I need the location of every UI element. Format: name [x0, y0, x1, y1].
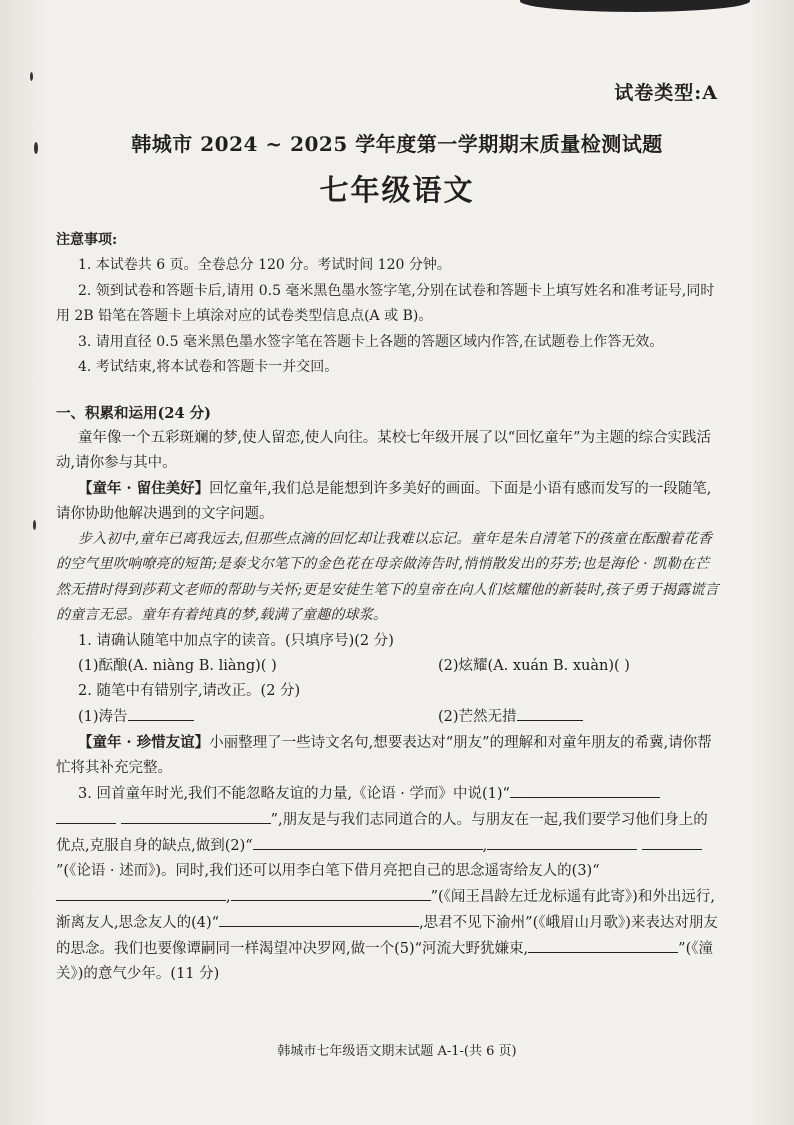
part1-text: 回忆童年,我们总是能想到许多美好的画面。下面是小语有感而发写的一段随笔,请你协助他解决遇到的文字问题。 [56, 480, 712, 522]
part1-paragraph [56, 476, 720, 527]
note-item: 2. 领到试卷和答题卡后,请用 0.5 毫米黑色墨水签字笔,分别在试卷和答题卡上填写姓名和准考证号,同时用 2B 铅笔在答题卡上填涂对应的试卷类型信息点(A 或 B)。 [56, 282, 715, 324]
answer-blank[interactable] [219, 910, 419, 927]
question-2-b-wrap [438, 704, 583, 730]
q3-segment: , [482, 837, 488, 854]
question-2-items [56, 704, 720, 730]
question-2-stem: 2. 随笔中有错别字,请改正。(2 分) [78, 682, 301, 699]
exam-title: 韩城市 2024 ~ 2025 学年度第一学期期末质量检测试题 [131, 132, 663, 156]
scan-mark [33, 520, 36, 530]
question-1-b: (2)炫耀(A. xuán B. xuàn)( ) [438, 657, 630, 674]
answer-blank[interactable] [231, 884, 431, 901]
scan-shadow [520, 0, 750, 12]
question-1-a: (1)酝酿(A. niàng B. liàng)( ) [78, 657, 277, 674]
part2-tag: 【童年 · 珍惜友谊】 [78, 733, 210, 751]
note-item: 4. 考试结束,将本试卷和答题卡一并交回。 [78, 359, 339, 375]
q3-segment: ”(《论语 · 述而》)。同时,我们还可以用李白笔下借月亮把自己的思念遥寄给友人的(3)“ [56, 862, 600, 879]
q3-segment: , [226, 888, 231, 905]
answer-blank[interactable] [56, 807, 116, 824]
answer-blank[interactable] [56, 884, 226, 901]
question-1-options [56, 654, 720, 679]
q3-segment: ,思君不见下渝州”(《峨眉山月歌》)来表达对朋友的思念。我们也要像谭嗣同一样渴望冲决罗网,做一个(5)“河流大野犹嫌束, [56, 914, 718, 957]
essay-text: 步入初中,童年已离我远去,但那些点滴的回忆却让我难以忘记。童年是朱自清笔下的孩童在酝酿着花香的空气里吹响嘹亮的短笛;是泰戈尔笔下的金色花在母亲做涛告时,悄悄散发出的芬芳;也是海伦 · 凯勒在芒然无措时得到莎莉文老师的帮助与关怀;更是安徒生笔下的皇帝在向人们炫耀他的新装时,孩子勇于揭露谎言的童言无忌。童年有着纯真的梦,载满了童趣的球浆。 [56, 530, 719, 623]
exam-type-label: 试卷类型:A [614, 82, 718, 104]
question-2-a: (1)涛告 [78, 708, 128, 725]
question-2-b: (2)芒然无措 [438, 708, 517, 725]
answer-blank[interactable] [510, 781, 660, 798]
part2-text: 小丽整理了一些诗文名句,想要表达对“朋友”的理解和对童年朋友的希冀,请你帮忙将其补充完整。 [56, 734, 712, 776]
section-heading: 一、积累和运用(24 分) [56, 404, 211, 422]
part1-tag: 【童年 · 留住美好】 [78, 479, 210, 497]
q3-segment: ”(《潼关》)的意气少年。(11 分) [56, 940, 713, 982]
page-footer: 韩城市七年级语文期末试题 A-1-(共 6 页) [277, 1044, 517, 1059]
q3-segment: 3. 回首童年时光,我们不能忽略友谊的力量,《论语 · 学而》中说(1)“ [78, 785, 510, 802]
answer-blank[interactable] [642, 833, 702, 850]
question-3 [56, 781, 720, 987]
notes-title: 注意事项: [56, 232, 118, 248]
answer-blank[interactable] [487, 833, 637, 850]
question-1-stem: 1. 请确认随笔中加点字的读音。(只填序号)(2 分) [78, 632, 394, 649]
subject-title: 七年级语文 [319, 173, 475, 207]
note-item: 1. 本试卷共 6 页。全卷总分 120 分。考试时间 120 分钟。 [78, 257, 451, 273]
section-intro: 童年像一个五彩斑斓的梦,使人留恋,使人向往。某校七年级开展了以“回忆童年”为主题的综合实践活动,请你参与其中。 [56, 429, 712, 471]
exam-content [56, 226, 720, 987]
scan-mark [30, 72, 33, 81]
note-item: 3. 请用直径 0.5 毫米黑色墨水签字笔在答题卡上各题的答题区域内作答,在试题卷上作答无效。 [78, 333, 664, 350]
answer-blank[interactable] [121, 807, 271, 824]
question-2-a-wrap [78, 704, 438, 730]
q3-segment: ”(《闻王昌龄左迁龙标遥有此寄》)和外出远行,渐离友人,思念友人的(4)“ [56, 888, 715, 931]
answer-blank[interactable] [128, 704, 194, 721]
answer-blank[interactable] [517, 704, 583, 721]
answer-blank[interactable] [253, 833, 483, 850]
part2-paragraph [56, 730, 720, 781]
q3-segment: ”,朋友是与我们志同道合的人。与朋友在一起,我们要学习他们身上的优点,克服自身的缺点,做到(2)“ [56, 811, 708, 854]
answer-blank[interactable] [528, 936, 678, 953]
